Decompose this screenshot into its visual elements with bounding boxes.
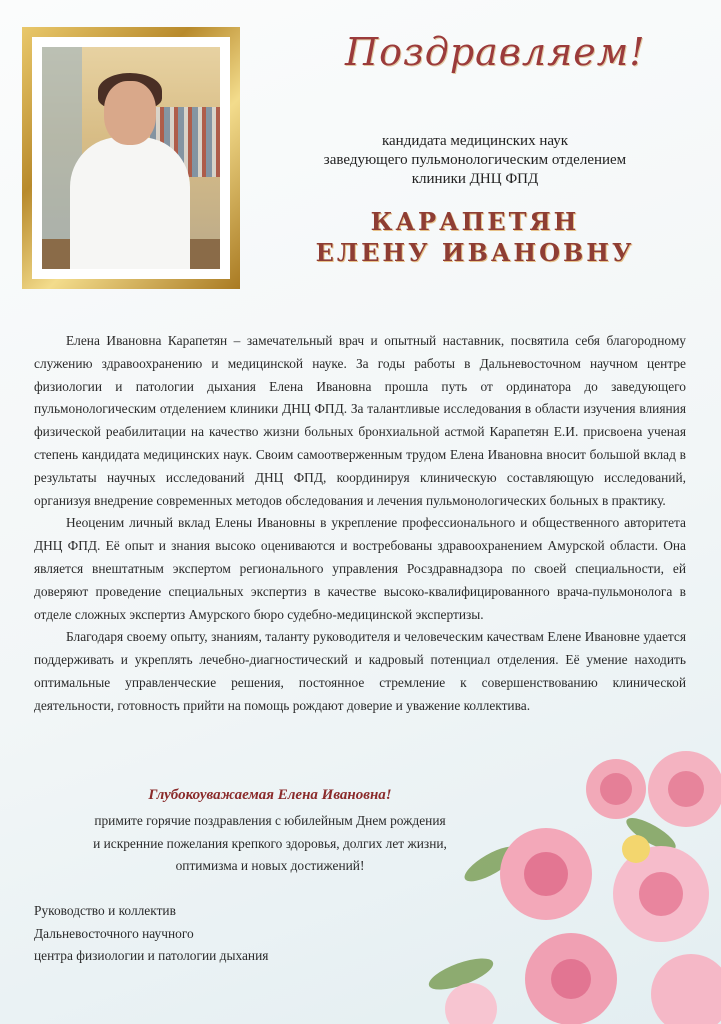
subtitle-line: заведующего пульмонологическим отделением xyxy=(323,152,627,168)
peony-flowers-decoration xyxy=(421,744,721,1024)
signature-line: Дальневосточного научного xyxy=(34,925,194,941)
name-line: КАРАПЕТЯН xyxy=(370,207,580,236)
portrait-photo xyxy=(42,47,220,269)
subtitle-line: кандидата медицинских наук xyxy=(381,133,569,149)
honoree-name xyxy=(290,206,660,268)
subtitle xyxy=(290,132,660,189)
wishes xyxy=(60,810,480,878)
paragraph: Благодаря своему опыту, знаниям, таланту руководителя и человеческим качествам Елене Ивановне удается поддерживать и укреплять лечебно-диагностический и кадровый потенциал отделения. Её умение находить оптимальные управленческие решения, постоянное стремление к совершенствованию клинической деятельности, готовность прийти на помощь рождают доверие и уважение коллектива. xyxy=(34,629,686,713)
photo-frame xyxy=(22,27,240,289)
greeting-title: Поздравляем! xyxy=(345,30,646,74)
wish-line: примите горячие поздравления с юбилейным Днем рождения xyxy=(94,813,446,828)
paragraph: Неоценим личный вклад Елены Ивановны в укрепление профессионального и общественного авторитета ДНЦ ФПД. Её опыт и знания высоко оцениваются и востребованы здравоохранением Амурской области. Она является внештатным экспертом регионального управления Росздравнадзора по своей специальности, ей доверяют проведение специальных экспертиз в качестве высоко-квалифицированного врача-пульмонолога в отделе сложных экспертиз Амурского бюро судебно-медицинской экспертизы. xyxy=(34,515,686,622)
paragraph: Елена Ивановна Карапетян – замечательный врач и опытный наставник, посвятила себя благородному служению здравоохранению и медицинской науке. За годы работы в Дальневосточном научном центре физиологии и патологии дыхания Елена Ивановна прошла путь от ординатора до заведующего пульмонологическим отделением клиники ДНЦ ФПД. За талантливые исследования в области изучения влияния физической реабилитации на качество жизни больных бронхиальной астмой Карапетян Е.И. присвоена ученая степень кандидата медицинских наук. Своим самоотверженным трудом Елена Ивановна вносит большой вклад в результаты научных исследований ДНЦ ФПД, координируя клиническую составляющую исследований, организуя внедрение современных методов обследования и лечения пульмонологических больных в практику. xyxy=(34,333,686,508)
signature-line: Руководство и коллектив xyxy=(34,903,176,918)
peony-icon xyxy=(445,751,721,1024)
salutation: Глубокоуважаемая Елена Ивановна! xyxy=(148,787,392,803)
body-text xyxy=(34,330,686,718)
wish-line: и искренние пожелания крепкого здоровья, долгих лет жизни, xyxy=(93,835,447,851)
wish-line: оптимизма и новых достижений! xyxy=(175,858,365,873)
subtitle-line: клиники ДНЦ ФПД xyxy=(411,171,539,187)
name-line: ЕЛЕНУ ИВАНОВНУ xyxy=(315,238,635,267)
photo-mat xyxy=(32,37,230,279)
signature-line: центра физиологии и патологии дыхания xyxy=(34,948,269,963)
signature xyxy=(34,900,334,968)
